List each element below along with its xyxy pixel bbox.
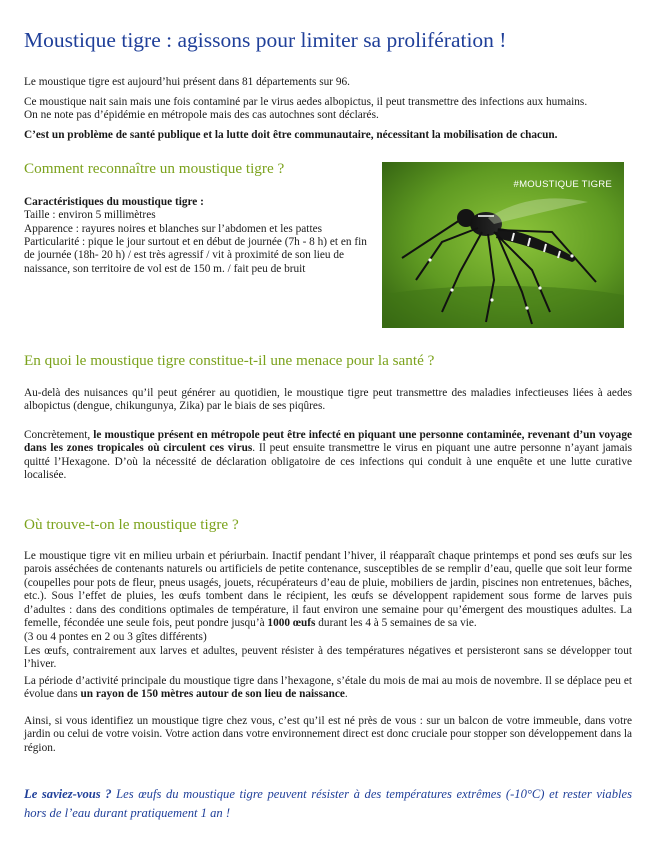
threat-paragraph-1: Au-delà des nuisances qu’il peut générer au quotidien, le moustique tigre peut transmettre des maladies infectieuses liées à aedes albopictus (dengue, chikungunya, Zika) par le biais de ses piqûres.	[24, 387, 632, 413]
intro-line-1: Le moustique tigre est aujourd’hui présent dans 81 départements sur 96.	[24, 76, 350, 88]
characteristic-particularity: Particularité : pique le jour surtout et en début de journée (7h - 8 h) et en fin de journée (18h- 20 h) / est très agressif / vit à proximité de son lieu de naissance, son territoire de vol est de 150 m. / fait peu de bruit	[24, 236, 367, 275]
section-heading-recognize: Comment reconnaître un moustique tigre ?	[24, 160, 285, 177]
intro-bold-statement: C’est un problème de santé publique et la lutte doit être communautaire, nécessitant la mobilisation de chacun.	[24, 129, 558, 141]
where-eggs: Les œufs, contrairement aux larves et adultes, peuvent résister à des températures négatives et persisteront sans se développer tout l’hiver.	[24, 645, 632, 671]
threat-paragraph-2: Concrètement, le moustique présent en métropole peut être infecté en piquant une personne contaminée, revenant d’un voyage dans les zones tropicales où circulent ces virus. Il peut ensuite transmettre le virus en piquant une autre personne n’ayant jamais quitté l’Hexagone. D’où la nécessité de déclaration obligatoire de ces infections qui conduit à une enquête et une lutte curative localisée.	[24, 429, 633, 482]
intro-line-2: Ce moustique nait sain mais une fois contaminé par le virus aedes albopictus, il peut transmettre des infections aux humains.	[24, 96, 588, 108]
characteristic-appearance: Apparence : rayures noires et blanches sur l’abdomen et les pattes	[24, 223, 322, 235]
where-conclusion: Ainsi, si vous identifiez un moustique tigre chez vous, c’est qu’il est né près de vous : sur un balcon de votre immeuble, dans votre jardin ou celui de votre voisin. Votre action dans votre environnement direct est donc cruciale pour stopper son développement dans la région.	[24, 715, 632, 754]
section-heading-where: Où trouve-t-on le moustique tigre ?	[24, 516, 239, 533]
did-you-know-text: Les œufs du moustique tigre peuvent résister à des températures extrêmes (-10°C) et rester viables hors de l’eau durant pratiquement 1 an !	[24, 787, 632, 820]
hashtag-label: #MOUSTIQUE TIGRE	[513, 179, 612, 190]
section-heading-threat: En quoi le moustique tigre constitue-t-il une menace pour la santé ?	[24, 352, 435, 369]
did-you-know-label: Le saviez-vous ?	[24, 787, 112, 801]
where-period: La période d’activité principale du moustique tigre dans l’hexagone, s’étale du mois de mai au mois de novembre. Il se déplace peu et évolue dans un rayon de 150 mètres autour de son lieu de naissance.	[24, 675, 632, 701]
where-ponte: (3 ou 4 pontes en 2 ou 3 gîtes différents)	[24, 631, 207, 643]
intro-line-3: On ne note pas d’épidémie en métropole mais des cas autochnes sont déclarés.	[24, 109, 379, 121]
mosquito-photo	[382, 162, 624, 328]
characteristic-size: Taille : environ 5 millimètres	[24, 209, 156, 221]
where-paragraph-1: Le moustique tigre vit en milieu urbain et périurbain. Inactif pendant l’hiver, il réapparaît chaque printemps et pond ses œufs sur les parois asséchées de contenants naturels ou artificiels de petite contenance, susceptibles de se remplir d’eau, quelle que soit leur forme (coupelles pour pots de fleur, pneus usagés, jouets, récupérateurs d’eau de pluie, mobiliers de jardin, piscines non entretenues, bâches, etc.). Sous l’effet de pluies, les œufs tombent dans le récipient, les œufs se développent rapidement sous forme de larves puis d’adultes : dans des conditions optimales de température, il faut environ une semaine pour qu’émergent des moustiques adultes. La femelle, fécondée une seule fois, peut pondre jusqu’à 1000 œufs durant les 4 à 5 semaines de sa vie.	[24, 550, 632, 630]
did-you-know-callout	[24, 785, 632, 823]
page-title: Moustique tigre : agissons pour limiter sa prolifération !	[24, 28, 507, 52]
characteristics-title: Caractéristiques du moustique tigre :	[24, 196, 204, 208]
